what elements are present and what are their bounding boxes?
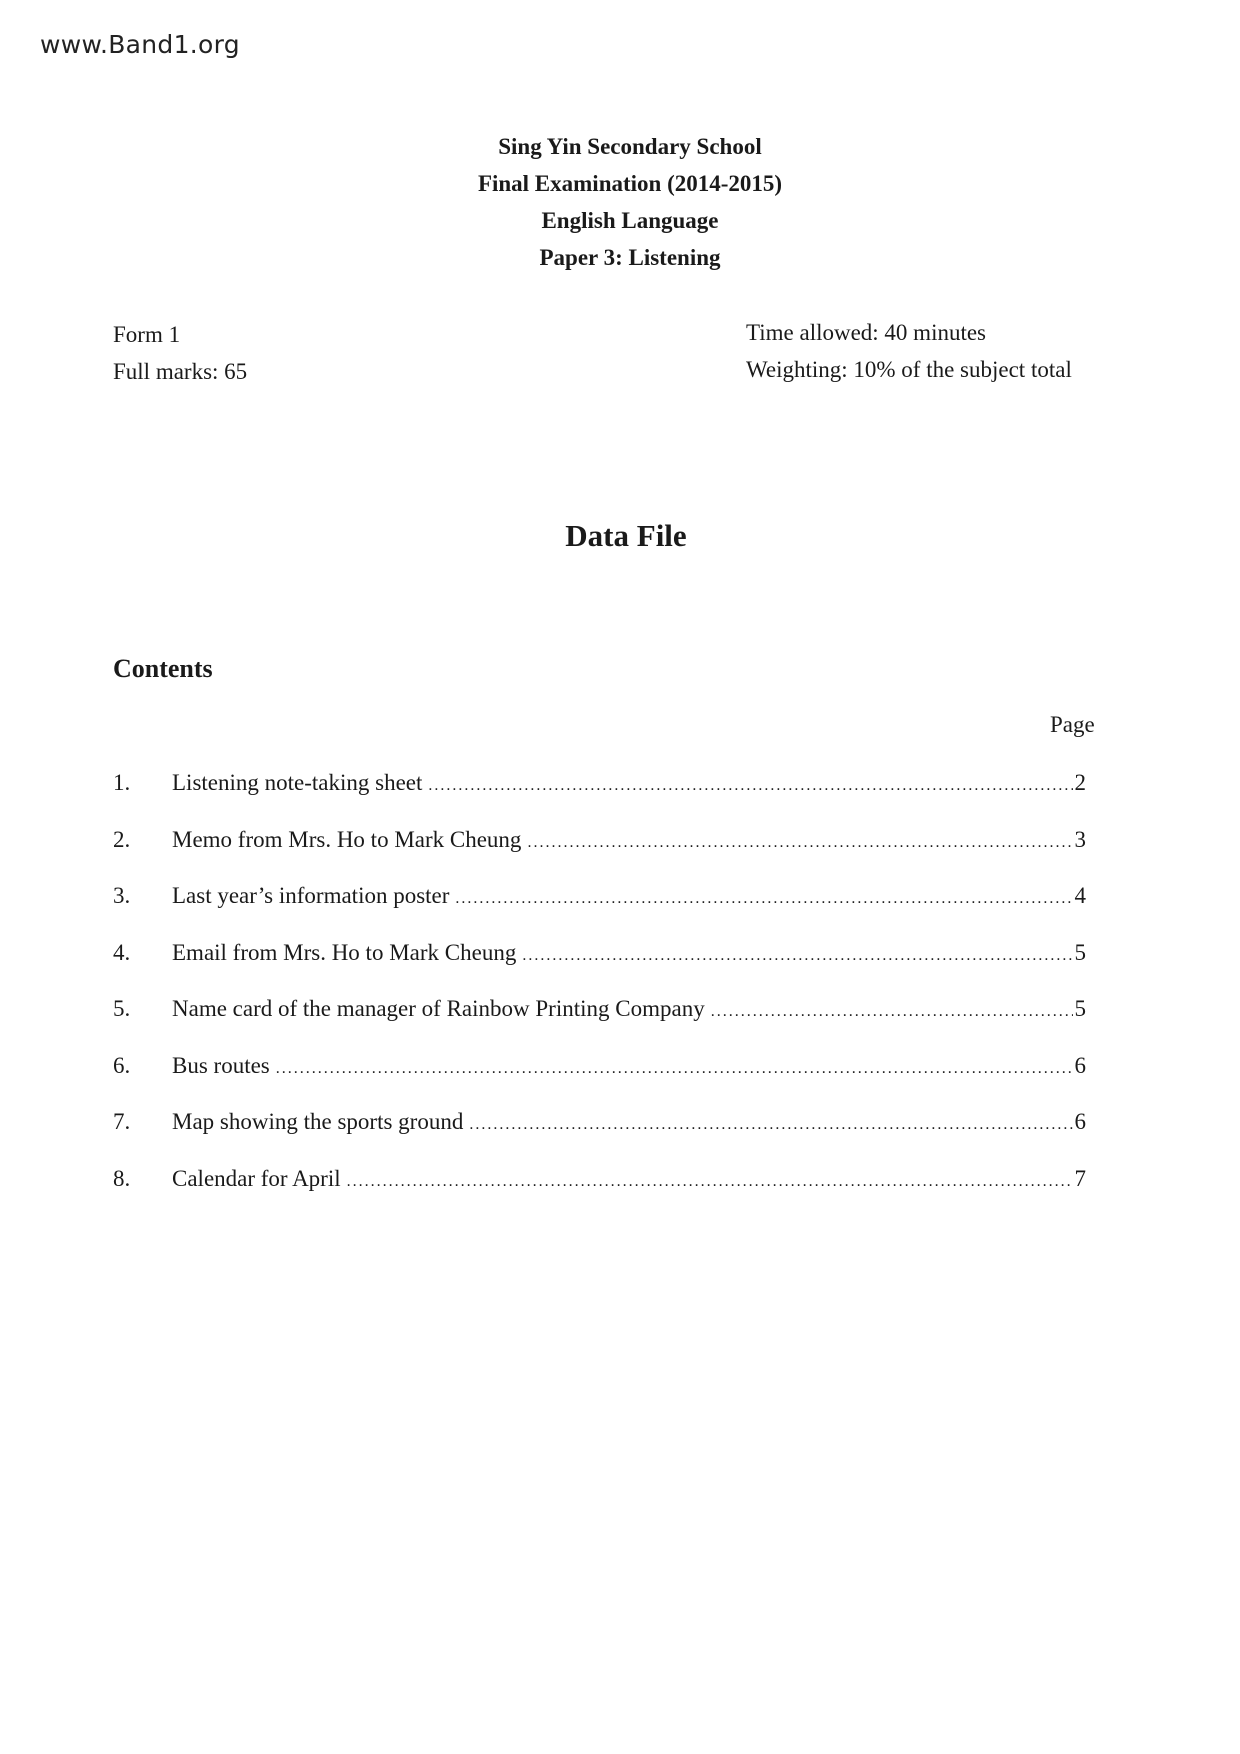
exam-meta-left: [113, 316, 247, 390]
toc-item-label: Calendar for April: [172, 1165, 341, 1191]
weighting: Weighting: 10% of the subject total: [746, 357, 1072, 382]
toc-item-label: Listening note-taking sheet: [172, 770, 423, 795]
toc-item: [113, 883, 1086, 940]
dot-leader: [469, 1116, 1072, 1134]
toc-item-number: 3.: [113, 883, 131, 908]
dot-leader: [347, 1173, 1073, 1191]
toc-item-page: 3: [1074, 826, 1086, 852]
document-title: Data File: [565, 518, 687, 553]
paper-name: Paper 3: Listening: [539, 245, 721, 270]
dot-leader: [522, 947, 1072, 965]
dot-leader: [711, 1003, 1073, 1021]
toc-item-number: 1.: [113, 770, 131, 795]
subject-name: English Language: [541, 208, 719, 233]
toc-item: [113, 996, 1086, 1053]
toc-item-number: 8.: [113, 1165, 131, 1191]
toc-item-number: 7.: [113, 1109, 131, 1134]
toc-item-page: 4: [1074, 883, 1086, 908]
toc-item: [113, 940, 1086, 997]
toc-item-page: 6: [1074, 1109, 1086, 1134]
toc-item-page: 5: [1074, 996, 1086, 1021]
page-column-label: Page: [1050, 712, 1095, 737]
website-watermark: www.Band1.org: [40, 30, 240, 59]
toc-item-label: Name card of the manager of Rainbow Printing Company: [172, 996, 705, 1021]
dot-leader: [527, 834, 1072, 852]
exam-header: [0, 128, 1240, 276]
dot-leader: [455, 890, 1072, 908]
exam-name: Final Examination (2014-2015): [477, 171, 783, 196]
toc-item: [113, 1109, 1086, 1166]
toc-item: [113, 1166, 1086, 1223]
toc-item-label: Bus routes: [172, 1052, 270, 1078]
dot-leader: [276, 1060, 1073, 1078]
toc-item-label: Email from Mrs. Ho to Mark Cheung: [172, 939, 517, 965]
toc-item-number: 5.: [113, 996, 131, 1021]
full-marks: Full marks: 65: [113, 359, 248, 384]
toc-item-number: 6.: [113, 1052, 131, 1078]
toc-item-page: 5: [1074, 939, 1086, 965]
toc-item: [113, 1053, 1086, 1110]
dot-leader: [428, 777, 1072, 795]
toc-item-page: 2: [1074, 770, 1086, 795]
form-level: Form 1: [113, 322, 181, 347]
toc-item-number: 4.: [113, 939, 131, 965]
time-allowed: Time allowed: 40 minutes: [746, 320, 987, 345]
school-name: Sing Yin Secondary School: [498, 134, 762, 159]
table-of-contents: [113, 770, 1086, 1222]
toc-item-number: 2.: [113, 826, 131, 852]
toc-item: [113, 770, 1086, 827]
contents-heading: Contents: [113, 654, 213, 683]
toc-item-label: Last year’s information poster: [172, 883, 450, 908]
toc-item-page: 7: [1074, 1165, 1086, 1191]
toc-item-label: Map showing the sports ground: [172, 1109, 464, 1134]
exam-meta-right: [746, 314, 1072, 388]
toc-item-label: Memo from Mrs. Ho to Mark Cheung: [172, 826, 522, 852]
toc-item-page: 6: [1074, 1052, 1086, 1078]
toc-item: [113, 827, 1086, 884]
